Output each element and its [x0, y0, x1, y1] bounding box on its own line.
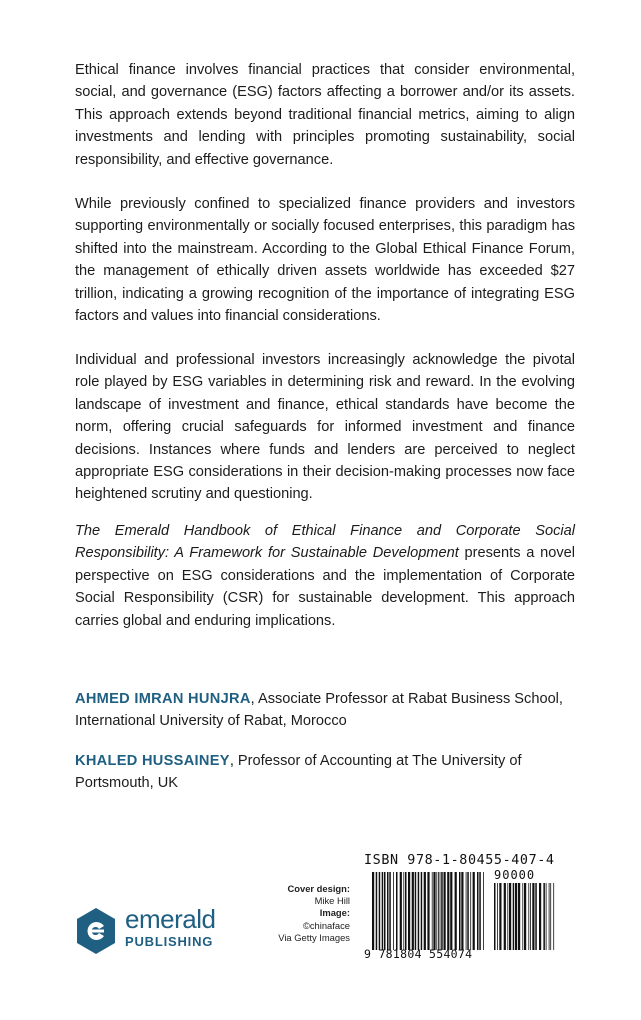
barcode-bar — [387, 872, 389, 950]
barcode-bar — [418, 872, 420, 950]
barcode-bar — [433, 872, 435, 950]
isbn-barcode — [372, 872, 486, 950]
barcode-bar — [396, 872, 398, 950]
barcode-bar — [494, 883, 496, 950]
barcode-bar — [513, 883, 515, 950]
barcode-bar — [424, 872, 426, 950]
barcode-bar — [479, 872, 481, 950]
cover-design-value: Mike Hill — [314, 895, 350, 907]
image-credit-source: Via Getty Images — [278, 931, 350, 943]
cover-credits — [258, 883, 350, 944]
price-barcode — [494, 883, 556, 950]
barcode-bar — [518, 883, 520, 950]
author-entry — [75, 750, 585, 795]
barcode-bar — [504, 883, 506, 950]
barcode-bar — [379, 872, 381, 950]
barcode-bar — [499, 883, 501, 950]
barcode-bar — [415, 872, 417, 950]
barcode-bar — [459, 872, 461, 950]
paragraph-book-description — [75, 520, 575, 632]
barcode-bar — [470, 872, 471, 950]
barcode-bar — [372, 872, 374, 950]
barcode-bar — [477, 872, 479, 950]
barcode-bar — [455, 872, 457, 950]
barcode-bar — [436, 872, 437, 950]
barcode-bar — [438, 872, 439, 950]
barcode-bar — [393, 872, 394, 950]
barcode-bar — [497, 883, 498, 950]
barcode-bar — [444, 872, 446, 950]
barcode-bar — [528, 883, 529, 950]
barcode-bar — [432, 872, 433, 950]
barcode-bar — [530, 883, 531, 950]
barcode-bar — [412, 872, 414, 950]
publisher-name: emerald — [125, 904, 216, 934]
image-credit-label: Image: — [319, 907, 350, 919]
barcode-bar — [421, 872, 423, 950]
barcode-bar — [532, 883, 534, 950]
barcode-bar — [440, 872, 441, 950]
publisher-subname: PUBLISHING — [125, 934, 214, 949]
barcode-bar — [483, 872, 484, 950]
barcode-bar — [403, 872, 404, 950]
barcode-bar — [473, 872, 475, 950]
book-description-text: presents a novel perspective on ESG considerations and the implementation of Corporate Social Responsibility (CSR) for sustainable development. This approach carries global and enduring implications. — [75, 545, 575, 629]
barcode-bar — [550, 883, 551, 950]
barcode-bar — [376, 872, 378, 950]
barcode-bar — [405, 872, 407, 950]
paragraph-intro: Ethical finance involves financial practices that consider environmental, social, and governance (ESG) factors affecting a borrower and/or its assets. This approach extends beyond traditional financial metrics, aiming to align investments and lending with principles promoting sustainability, social responsibility, and effective governance. — [75, 62, 575, 168]
book-title: The Emerald Handbook of Ethical Finance and Corporate Social Responsibility: A Framework for Sustainable Development — [75, 523, 575, 562]
barcode-bar — [524, 883, 526, 950]
barcode-bar — [467, 872, 469, 950]
barcode-bar — [509, 883, 511, 950]
emerald-e-hexagon-icon — [75, 907, 117, 955]
barcode-bar — [389, 872, 391, 950]
barcode-bar — [546, 883, 547, 950]
barcode-bar — [539, 883, 541, 950]
paragraph-investors: Individual and professional investors increasingly acknowledge the pivotal role played by ESG variables in determining risk and reward. In the evolving landscape of investment and finance, ethical standards have become the norm, offering crucial safeguards for informed investment and finance decisions. Instances where funds and lenders are perceived to neglect appropriate ESG considerations in their decision-making processes now face heightened scrutiny and questioning. — [75, 352, 575, 503]
barcode-bar — [408, 872, 410, 950]
barcode-bar — [535, 883, 537, 950]
barcode-bar — [549, 883, 550, 950]
barcode-bar — [447, 872, 449, 950]
barcode-bar — [461, 872, 463, 950]
author-name: AHMED IMRAN HUNJRA — [75, 691, 251, 707]
author-affiliation: , Associate Professor at Rabat Business School, International University of Rabat, Morocco — [75, 691, 563, 730]
author-name: KHALED HUSSAINEY — [75, 753, 230, 769]
barcode-bar — [400, 872, 402, 950]
isbn-label: ISBN 978-1-80455-407-4 — [364, 853, 555, 868]
price-code: 90000 — [494, 868, 536, 882]
image-credit-value: ©chinaface — [302, 919, 350, 931]
barcode-bar — [384, 872, 386, 950]
barcode-bar — [507, 883, 508, 950]
barcode-bar — [466, 872, 467, 950]
barcode-bar — [522, 883, 523, 950]
author-entry — [75, 688, 585, 733]
author-affiliation: , Professor of Accounting at The University of Portsmouth, UK — [75, 753, 522, 792]
barcode-bar — [427, 872, 429, 950]
barcode-digits: 9 781804 554074 — [364, 947, 473, 961]
barcode-bar — [543, 883, 545, 950]
barcode-bar — [450, 872, 452, 950]
paragraph-mainstream: While previously confined to specialized finance providers and investors supporting environmentally or socially focused enterprises, this paradigm has shifted into the mainstream. According to the Global Ethical Finance Forum, the management of ethically driven assets worldwide has exceeded $27 trillion, indicating a growing recognition of the importance of integrating ESG factors and values into financial considerations. — [75, 196, 575, 325]
barcode-bar — [382, 872, 384, 950]
barcode-bar — [515, 883, 517, 950]
publisher-logo — [75, 905, 235, 961]
barcode-bar — [441, 872, 443, 950]
cover-design-label: Cover design: — [287, 883, 350, 894]
barcode-bar — [553, 883, 554, 950]
